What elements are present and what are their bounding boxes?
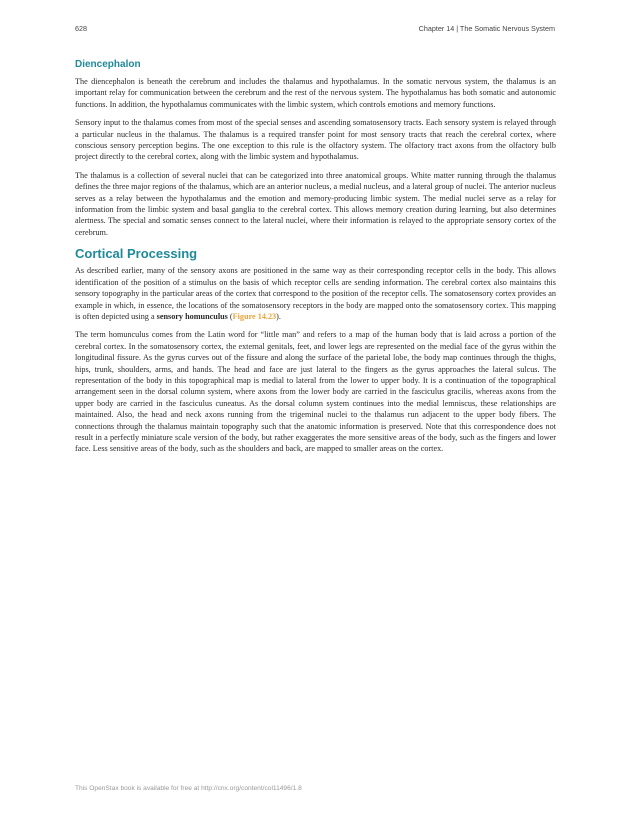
paragraph: The diencephalon is beneath the cerebrum and includes the thalamus and hypothalamus. In the somatic nervous system, the thalamus is an important relay for communication between the cerebrum and the rest of the nervous system. The hypothalamus has both somatic and autonomic functions. In addition, the hypothalamus communicates with the limbic system, which controls emotions and memory functions. (75, 77, 556, 109)
page-number: 628 (75, 24, 87, 33)
paragraph-text: As described earlier, many of the sensory axons are positioned in the same way as their corresponding receptor cells in the body. This allows identification of the position of a stimulus on the basis of which receptor cells are sending information. The cerebral cortex also maintains this sensory topography in the particular areas of the cortex that correspond to the position of the receptor cells. The somatosensory cortex provides an example in which, in essence, the locations of the somatosensory receptors in the body are mapped onto the somatosensory cortex. This mapping is often depicted using a (75, 266, 556, 321)
paragraph: The thalamus is a collection of several nuclei that can be categorized into three anatomical groups. White matter running through the thalamus defines the three major regions of the thalamus, which are an anterior nucleus, a medial nucleus, and a lateral group of nuclei. The anterior nucleus serves as a relay between the hypothalamus and the emotion and memory-producing limbic system. The medial nuclei serve as a relay for information from the limbic system and basal ganglia to the cerebral cortex. This allows memory creation during learning, but also determines alertness. The special and somatic senses connect to the lateral nuclei, where their information is relayed to the appropriate sensory cortex of the cerebrum. (75, 170, 556, 237)
figure-link[interactable]: Figure 14.23 (232, 311, 277, 321)
section-heading-cortical-processing: Cortical Processing (75, 246, 198, 262)
page-content (75, 58, 556, 462)
page-header (75, 24, 555, 36)
paragraph: Sensory input to the thalamus comes from most of the special senses and ascending somatosensory tracts. Each sensory system is relayed through a particular nucleus in the thalamus. The thalamus is a required transfer point for most sensory tracts that reach the cerebral cortex, where conscious sensory perception begins. The one exception to this rule is the olfactory system. The olfactory tract axons from the olfactory bulb project directly to the cerebral cortex, along with the limbic system and hypothalamus. (75, 118, 556, 162)
page-footer: This OpenStax book is available for free at http://cnx.org/content/col11496/1.8 (75, 785, 302, 792)
paren-close: ). (276, 311, 281, 321)
paragraph: The term homunculus comes from the Latin word for “little man” and refers to a map of the human body that is laid across a portion of the cerebral cortex. In the somatosensory cortex, the external genitals, feet, and lower legs are represented on the medial face of the gyrus within the longitudinal fissure. As the gyrus curves out of the fissure and along the surface of the parietal lobe, the body map continues through the thighs, hips, trunk, shoulders, arms, and hands. The head and face are just lateral to the fingers as the gyrus approaches the lateral sulcus. The representation of the body in this topographical map is medial to lateral from the lower to upper body. It is a continuation of the topographical arrangement seen in the dorsal column system, where axons from the lower body are carried in the fasciculus gracilis, whereas axons from the upper body are carried in the fasciculus cuneatus. As the dorsal column system continues into the medial lemniscus, these relationships are maintained. Also, the head and neck axons running from the trigeminal nuclei to the thalamus run adjacent to the upper body fibers. The connections through the thalamus maintain topography such that the anatomic information is preserved. Note that this correspondence does not result in a perfectly miniature scale version of the body, but rather exaggerates the more sensitive areas of the body, such as the fingers and lower face. Less sensitive areas of the body, such as the shoulders and back, are mapped to smaller areas on the cortex. (75, 330, 556, 454)
paragraph (75, 265, 556, 322)
subsection-heading-diencephalon: Diencephalon (75, 59, 141, 70)
running-title: Chapter 14 | The Somatic Nervous System (418, 24, 555, 33)
paren-open: ( (227, 311, 233, 321)
key-term: sensory homunculus (156, 311, 228, 321)
